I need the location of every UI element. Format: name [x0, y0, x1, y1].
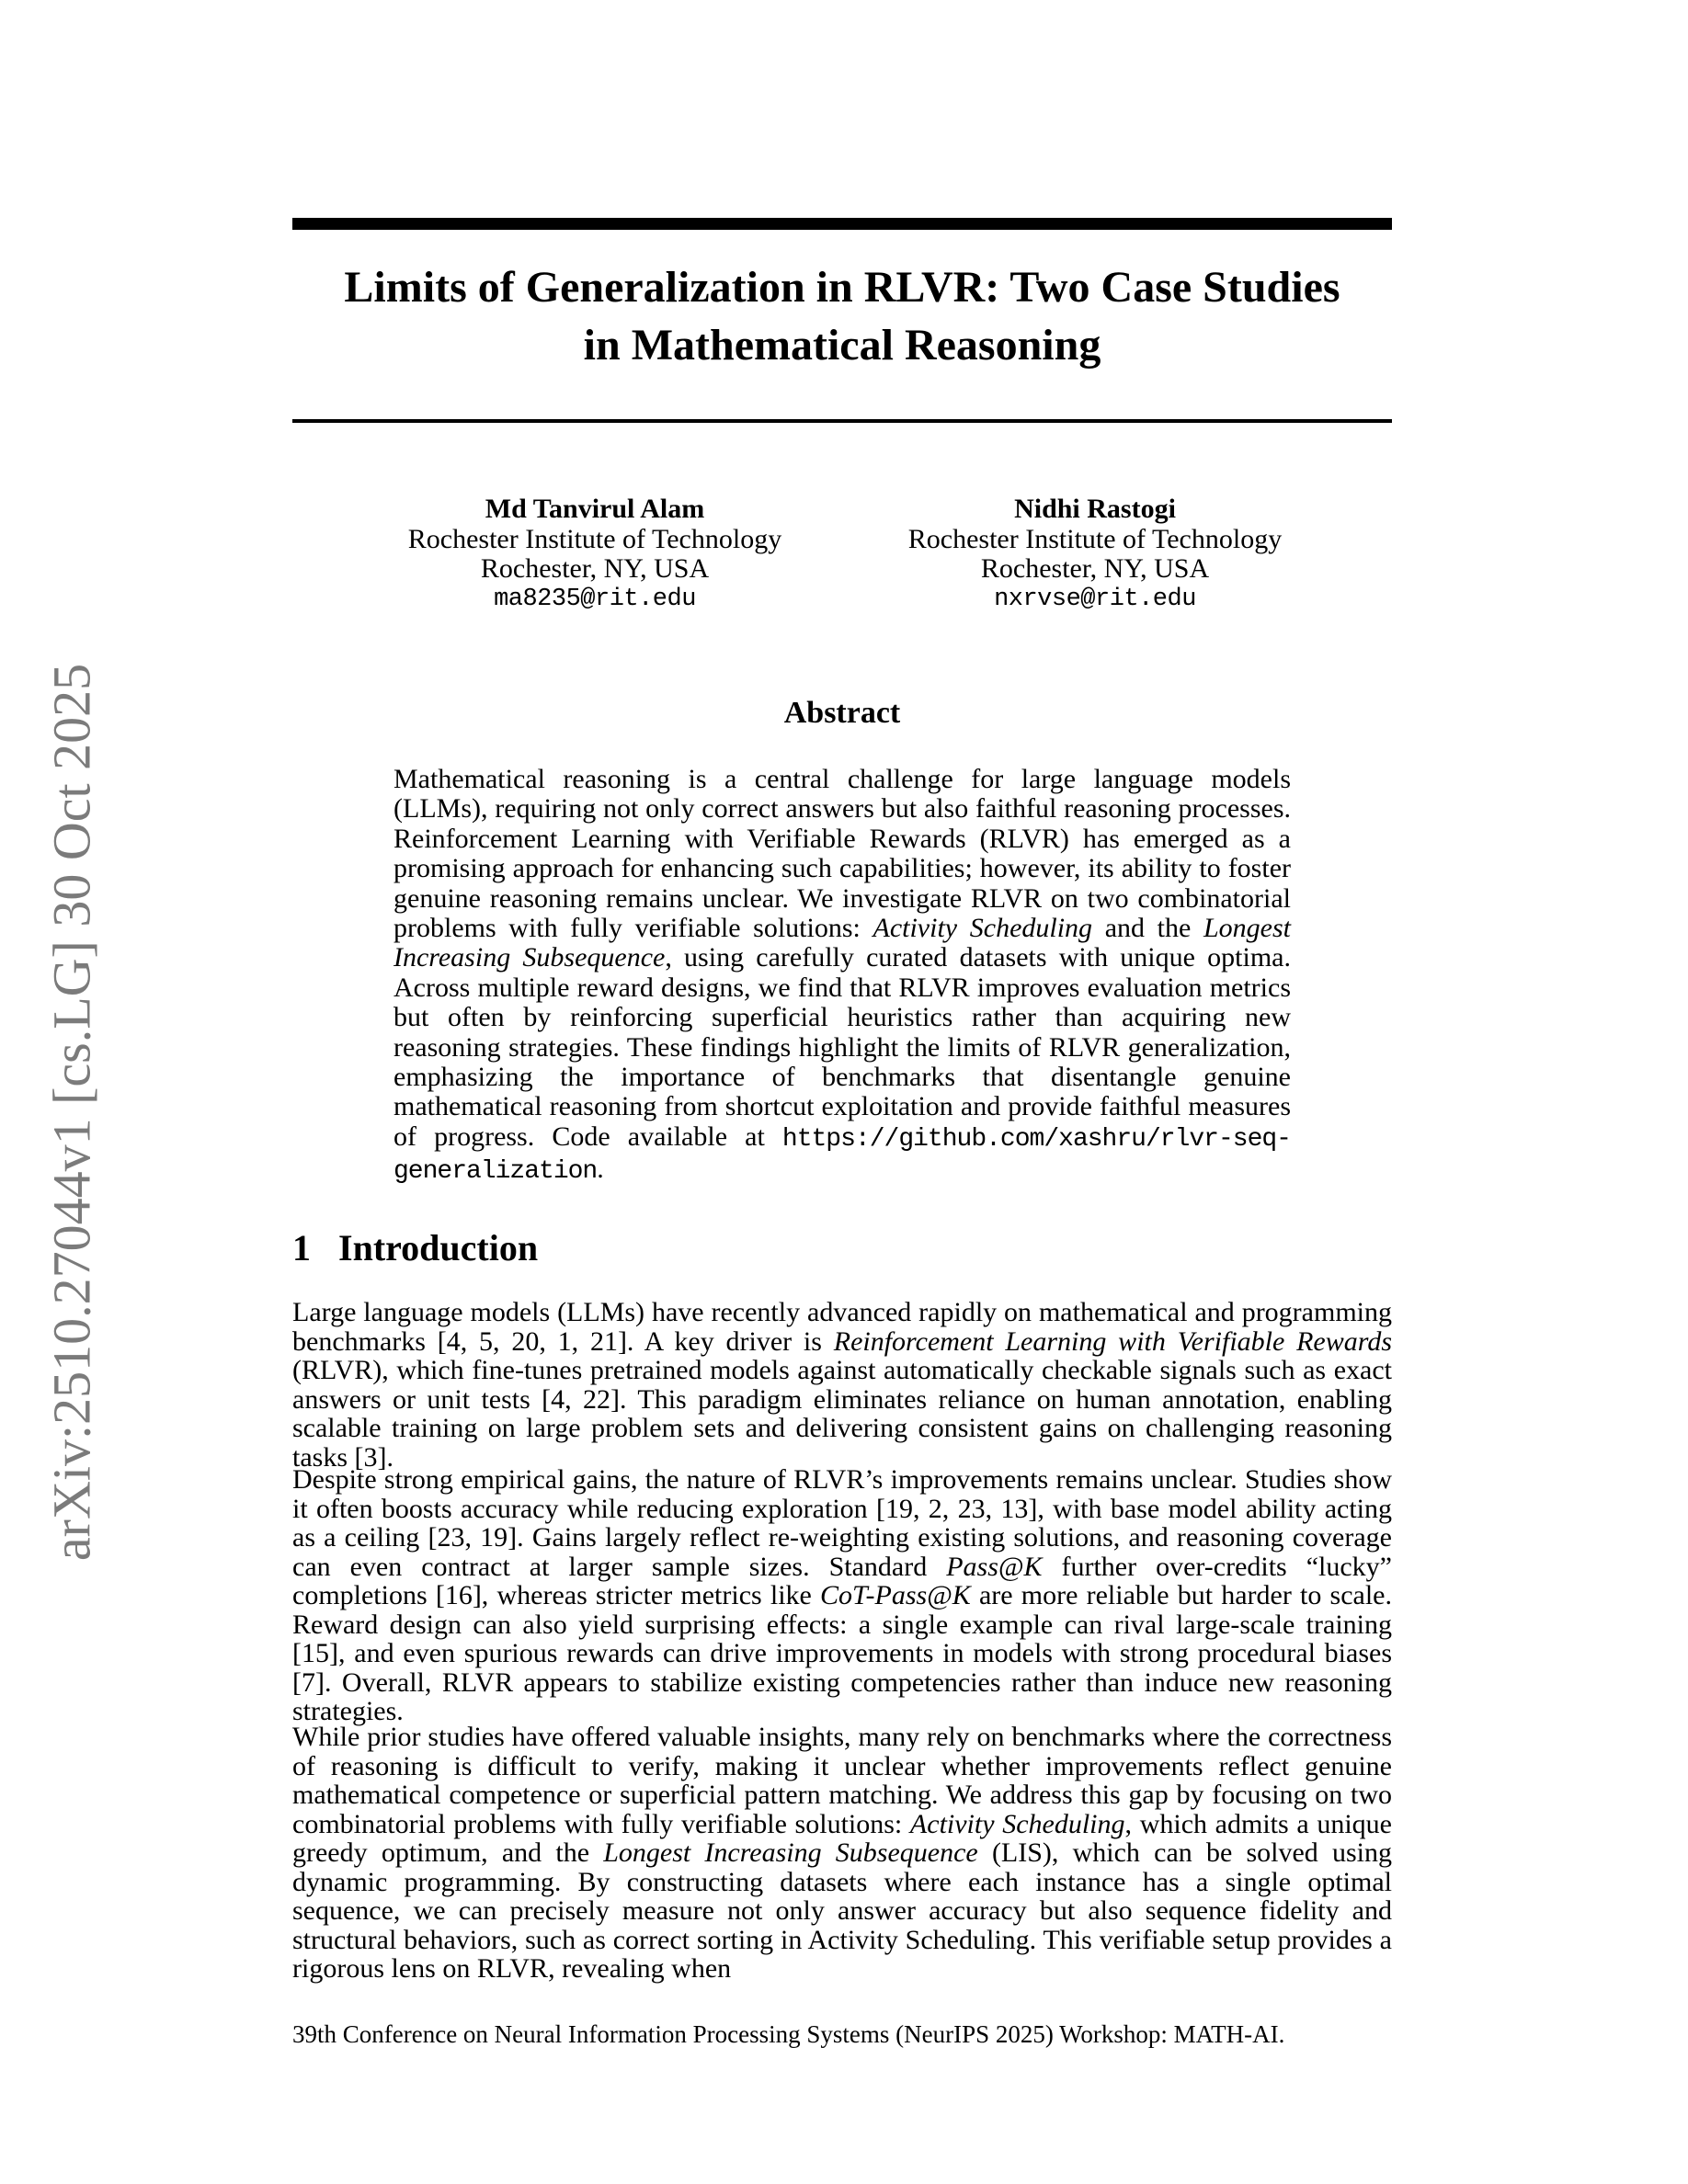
text-run: Large language models (LLMs) have recently advanced rapidly on mathematical and programming benchmarks [4, 5, 20, 1, 21]. A key driver is: [292, 1297, 1392, 1357]
author-affiliation: Rochester Institute of Technology: [907, 523, 1283, 554]
text-run: Pass@K: [946, 1551, 1043, 1582]
paper-title-line1: Limits of Generalization in RLVR: Two Case Studies: [344, 263, 1340, 312]
author-affiliation: Rochester Institute of Technology: [407, 523, 782, 554]
author-name: Nidhi Rastogi: [1014, 494, 1176, 524]
code-repo-link[interactable]: https://github.com/xashru/rlvr-seq-generalization: [393, 1124, 1291, 1187]
section-number: 1: [292, 1227, 311, 1268]
text-run: Despite strong empirical gains, the nature of RLVR’s improvements remains unclear. Studies show it often boosts accuracy while reducing exploration [19, 2, 23, 13], with base model ability acting as a ceiling [23, 19]. Gains largely reflect re-weighting existing solutions, and reasoning coverage can even contract at larger sample sizes. Standard: [292, 1464, 1392, 1582]
arxiv-watermark-text: arXiv:2510.27044v1 [cs.LG] 30 Oct 2025: [41, 663, 102, 1562]
author-location: Rochester, NY, USA: [480, 553, 710, 584]
text-run: , which admits a unique greedy optimum, and the: [292, 1808, 1392, 1868]
text-run: Longest Increasing Subsequence: [393, 913, 1291, 973]
text-run: Reinforcement Learning with Verifiable Rewards: [833, 1325, 1392, 1357]
text-run: (RLVR), which fine-tunes pretrained models against automatically checkable signals such as exact answers or unit tests [4, 22]. This paradigm eliminates reliance on human annotation, enabling scalable training on large problem sets and delivering consistent gains on challenging reasoning tasks [3].: [292, 1355, 1392, 1473]
conference-footnote: 39th Conference on Neural Information Processing Systems (NeurIPS 2025) Workshop: MATH-AI.: [292, 2020, 1285, 2048]
intro-paragraph-2: [292, 1465, 1392, 1726]
abstract-text: [393, 765, 1291, 1188]
text-run: Activity Scheduling: [873, 913, 1093, 944]
text-run: While prior studies have offered valuable insights, many rely on benchmarks where the correctness of reasoning is difficult to verify, making it unclear whether improvements reflect genuine mathematical competence or superficial pattern matching. We address this gap by focusing on two combinatorial problems with fully verifiable solutions:: [292, 1722, 1392, 1839]
header-rule-thin: [292, 419, 1392, 423]
paper-title-line2: in Mathematical Reasoning: [583, 321, 1101, 370]
text-run: (LIS), which can be solved using dynamic programming. By constructing datasets where each instance has a single optimal sequence, we can precisely measure not only answer accuracy but also sequence fidelity and structural behaviors, such as correct sorting in Activity Scheduling. This verifiable setup provides a rigorous lens on RLVR, revealing when: [292, 1837, 1392, 1984]
header-rule-thick: [292, 218, 1392, 230]
author-block-2: [884, 495, 1306, 614]
text-run: and the: [1092, 913, 1203, 944]
paper-title: [292, 258, 1392, 374]
section-title: Introduction: [338, 1227, 539, 1268]
text-run: , using carefully curated datasets with unique optima. Across multiple reward designs, we find that RLVR improves evaluation metrics but often by reinforcing superficial heuristics rather than acquiring new reasoning strategies. These findings highlight the limits of RLVR generalization, emphasizing the importance of benchmarks that disentangle genuine mathematical reasoning from shortcut exploitation and provide faithful measures of progress. Code available at: [393, 942, 1291, 1152]
text-run: CoT-Pass@K: [820, 1580, 971, 1610]
author-email: nxrvse@rit.edu: [994, 585, 1196, 613]
intro-paragraph-3: [292, 1723, 1392, 1984]
text-run: Longest Increasing Subsequence: [603, 1837, 978, 1868]
abstract-heading: Abstract: [783, 696, 901, 730]
author-block-1: [383, 495, 806, 614]
text-run: further over-credits “lucky” completions [16], whereas stricter metrics like: [292, 1551, 1392, 1610]
author-location: Rochester, NY, USA: [980, 553, 1210, 584]
text-run: Activity Scheduling: [909, 1808, 1125, 1839]
section-heading-introduction: [292, 1226, 538, 1269]
text-run: Mathematical reasoning is a central challenge for large language models (LLMs), requiring not only correct answers but also faithful reasoning processes. Reinforcement Learning with Verifiable Rewards (RLVR) has emerged as a promising approach for enhancing such capabilities; however, its ability to foster genuine reasoning remains unclear. We investigate RLVR on two combinatorial problems with fully verifiable solutions:: [393, 764, 1291, 944]
text-run: .: [597, 1154, 604, 1185]
author-name: Md Tanvirul Alam: [485, 494, 705, 524]
author-email: ma8235@rit.edu: [494, 585, 696, 613]
intro-paragraph-1: [292, 1298, 1392, 1472]
text-run: are more reliable but harder to scale. Reward design can also yield surprising effects: a single example can rival large-scale training [15], and even spurious rewards can drive improvements in models with strong procedural biases [7]. Overall, RLVR appears to stabilize existing competencies rather than induce new reasoning strategies.: [292, 1580, 1392, 1726]
